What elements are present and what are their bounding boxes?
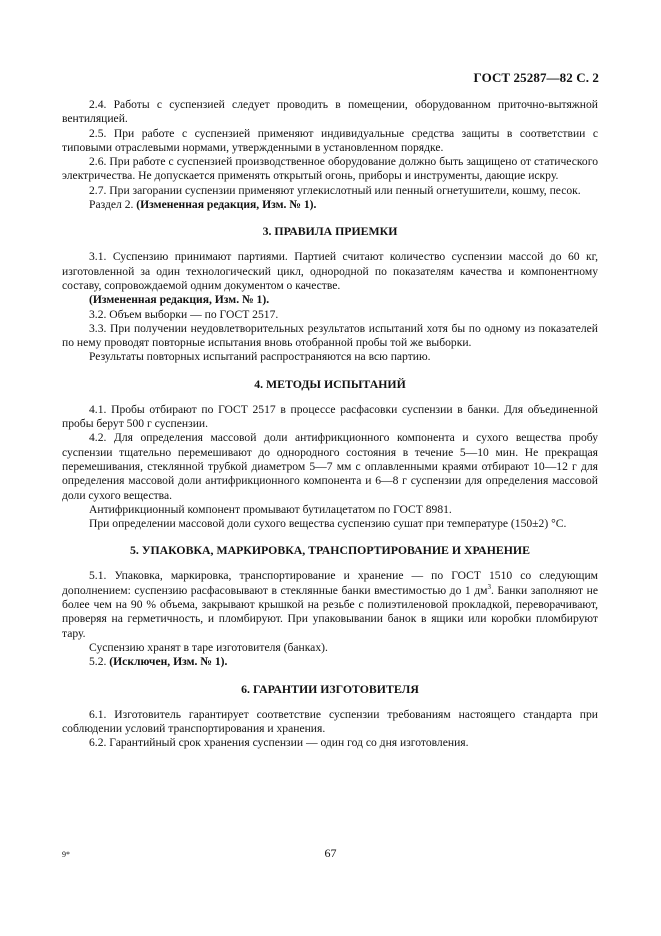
paragraph-3-1: 3.1. Суспензию принимают партиями. Партией считают количество суспензии массой до 60 кг, изготовленной за один технологический цикл, однородной по показателям качества и компонентному составу, сопровождаемой одним документом о качестве. xyxy=(62,250,598,292)
document-header: ГОСТ 25287—82 С. 2 xyxy=(473,70,599,85)
paragraph-3-2: 3.2. Объем выборки — по ГОСТ 2517. xyxy=(89,307,279,321)
paragraph-4-2c: При определении массовой доли сухого вещества суспензию сушат при температуре (150±2) °С. xyxy=(89,517,567,531)
note-prefix: Раздел 2. xyxy=(89,198,137,212)
p5-2-prefix: 5.2. xyxy=(89,655,110,669)
section-4-title: 4. МЕТОДЫ ИСПЫТАНИЙ xyxy=(254,376,406,391)
paragraph-4-2b: Антифрикционный компонент промывают бутилацетатом по ГОСТ 8981. xyxy=(89,502,452,516)
superscript-3: 3 xyxy=(487,582,491,591)
footer-mark: 9* xyxy=(62,850,70,859)
section2-amendment-note xyxy=(62,198,598,212)
paragraph-2-6: 2.6. При работе с суспензией производственное оборудование должно быть защищено от статического электричества. Не допускается применять открытый огонь, приборы и инструменты, дающие искру. xyxy=(62,155,598,183)
paragraph-5-1c: Суспензию хранят в таре изготовителя (банках). xyxy=(89,640,328,654)
p5-1-text-a: 5.1. Упаковка, маркировка, транспортирование и хранение — по ГОСТ 1510 со следующим дополнением: суспензию расфасовывают в стеклянные банки вместимостью до 1 дм xyxy=(62,569,598,597)
paragraph-3-1-note xyxy=(62,293,598,307)
paragraph-4-1: 4.1. Пробы отбирают по ГОСТ 2517 в процессе расфасовки суспензии в банки. Для объединенной пробы берут 500 г суспензии. xyxy=(62,402,598,431)
p5-2-bold: (Исключен, Изм. № 1). xyxy=(109,655,228,669)
paragraph-2-7: 2.7. При загорании суспензии применяют углекислотный или пенный огнетушители, кошму, песок. xyxy=(89,183,581,197)
paragraph-6-1: 6.1. Изготовитель гарантирует соответствие суспензии требованиям настоящего стандарта при соблюдении условий транспортирования и хранения. xyxy=(62,707,598,735)
note-bold: (Измененная редакция, Изм. № 1). xyxy=(89,293,270,307)
section-5-title: 5. УПАКОВКА, МАРКИРОВКА, ТРАНСПОРТИРОВАНИЕ И ХРАНЕНИЕ xyxy=(130,543,530,558)
p5-1-text-b: . Банки заполняют не более чем на 90 % объема, закрывают крышкой на резьбе с полиэтиленовой прокладкой, переворачивают, проверяя на герметичность, и пломбируют. При упаковывании банок в ящики или коробки пломбируют тару. xyxy=(62,583,599,640)
paragraph-3-3b: Результаты повторных испытаний распространяются на всю партию. xyxy=(89,350,431,364)
paragraph-5-2 xyxy=(62,655,598,669)
paragraph-6-2: 6.2. Гарантийный срок хранения суспензии — один год со дня изготовления. xyxy=(89,736,469,750)
note-bold: (Измененная редакция, Изм. № 1). xyxy=(136,198,317,212)
section-6-title: 6. ГАРАНТИИ ИЗГОТОВИТЕЛЯ xyxy=(241,681,419,696)
paragraph-5-1 xyxy=(62,569,598,640)
section-3-title: 3. ПРАВИЛА ПРИЕМКИ xyxy=(262,224,398,239)
page-number: 67 xyxy=(324,846,337,860)
document-body xyxy=(62,98,598,750)
paragraph-2-5: 2.5. При работе с суспензией применяют индивидуальные средства защиты в соответствии с типовыми отраслевыми нормами, утвержденными в установленном порядке. xyxy=(62,126,598,154)
paragraph-4-2: 4.2. Для определения массовой доли антифрикционного компонента и сухого вещества пробу суспензии тщательно перемешивают до однородного состояния в течение 5—10 мин. Не прекращая перемешивания, стеклянной трубкой диаметром 5—7 мм с оплавленными краями отбирают 10—12 г для определения массовой доли антифрикционного компонента и 6—8 г суспензии для определения массовой доли сухого вещества. xyxy=(62,431,598,502)
paragraph-3-3: 3.3. При получении неудовлетворительных результатов испытаний хотя бы по одному из показателей по нему проводят повторные испытания вновь отобранной пробы той же выборки. xyxy=(62,321,598,350)
paragraph-2-4: 2.4. Работы с суспензией следует проводить в помещении, оборудованном приточно-вытяжной вентиляцией. xyxy=(62,98,598,126)
